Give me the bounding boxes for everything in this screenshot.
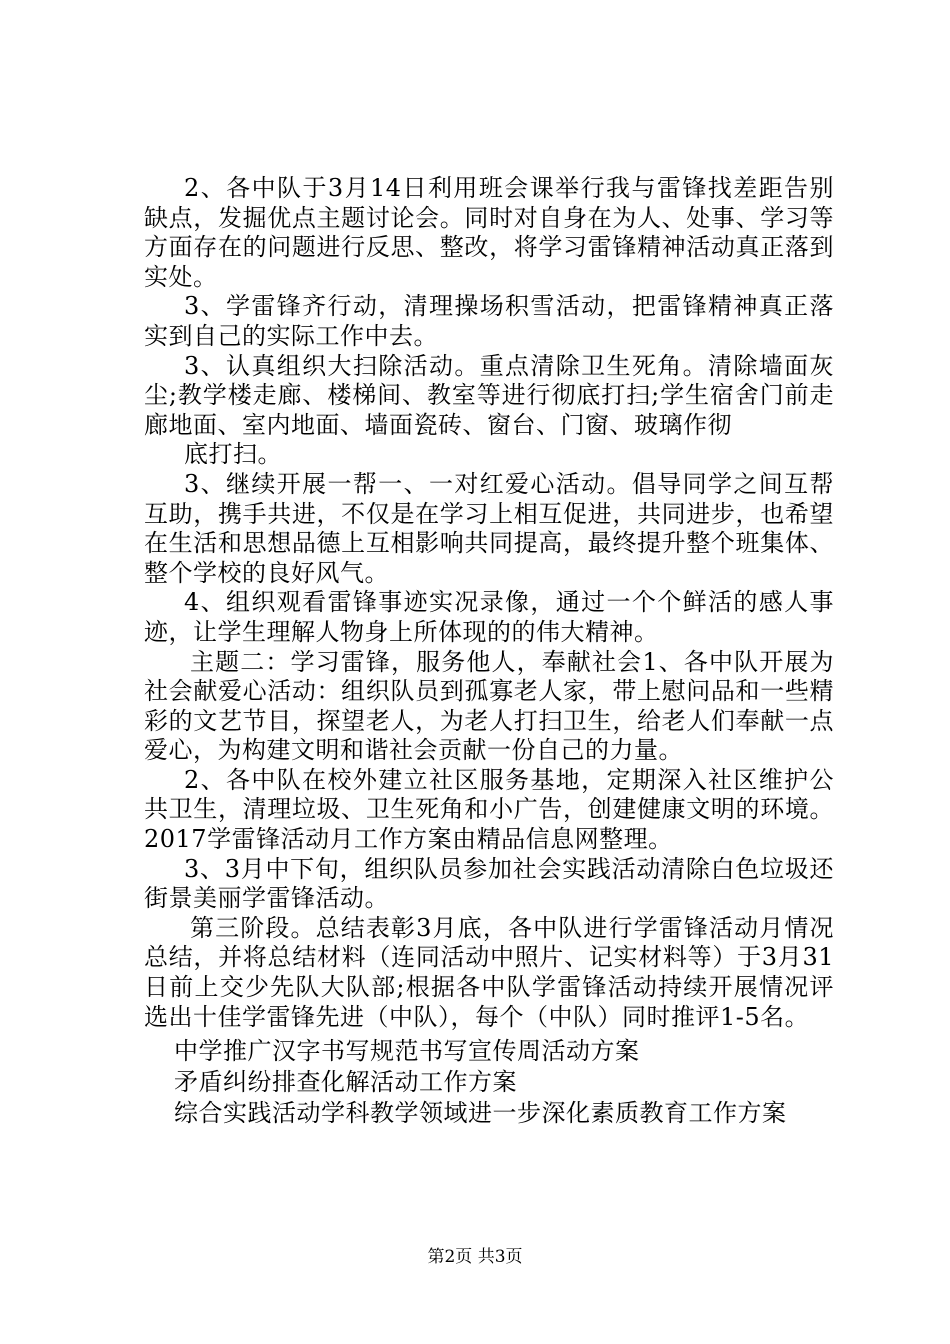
paragraph-cleaning-continued: 底打扫。 — [184, 440, 282, 469]
related-link-dispute-resolution[interactable]: 矛盾纠纷排查化解活动工作方案 — [174, 1068, 517, 1097]
paragraph-mutual-help: 3、继续开展一帮一、一对红爱心活动。倡导同学之间互帮互助，携手共进，不仅是在学习上相互促进，共同进步，也希望在生活和思想品德上互相影响共同提高，最终提升整个班集体、整个学校的良好风气。 — [144, 469, 834, 587]
related-link-handwriting[interactable]: 中学推广汉字书写规范书写宣传周活动方案 — [174, 1037, 640, 1066]
paragraph-stage-three: 第三阶段。总结表彰3月底，各中队进行学雷锋活动月情况总结，并将总结材料（连同活动中照片、记实材料等）于3月31日前上交少先队大队部;根据各中队学雷锋活动持续开展情况评选出十佳学雷锋先进（中队），每个（中队）同时推评1-5名。 — [144, 913, 834, 1031]
document-body — [144, 174, 834, 1129]
paragraph-theme-two: 主题二：学习雷锋，服务他人，奉献社会1、各中队开展为社会献爱心活动：组织队员到孤寡老人家，带上慰问品和一些精彩的文艺节目，探望老人，为老人打扫卫生，给老人们奉献一点爱心，为构建文明和谐社会贡献一份自己的力量。 — [144, 647, 834, 765]
paragraph-snow-clearing: 3、学雷锋齐行动，清理操场积雪活动，把雷锋精神真正落实到自己的实际工作中去。 — [144, 292, 834, 350]
paragraph-cleaning: 3、认真组织大扫除活动。重点清除卫生死角。清除墙面灰尘;教学楼走廊、楼梯间、教室等进行彻底打扫;学生宿舍门前走廊地面、室内地面、墙面瓷砖、窗台、门窗、玻璃作彻 — [144, 351, 834, 439]
paragraph-social-practice: 3、3月中下旬，组织队员参加社会实践活动清除白色垃圾还街景美丽学雷锋活动。 — [144, 854, 834, 913]
page-footer — [0, 1247, 950, 1267]
related-link-practice-education[interactable]: 综合实践活动学科教学领域进一步深化素质教育工作方案 — [174, 1099, 787, 1128]
paragraph-community-service: 2、各中队在校外建立社区服务基地，定期深入社区维护公共卫生，清理垃圾、卫生死角和小广告，创建健康文明的环境。2017学雷锋活动月工作方案由精品信息网整理。 — [144, 765, 834, 854]
related-links-list — [144, 1036, 834, 1129]
page-number-label: 第2页 共3页 — [427, 1247, 523, 1267]
paragraph-video-viewing: 4、组织观看雷锋事迹实况录像，通过一个个鲜活的感人事迹，让学生理解人物身上所体现的的伟大精神。 — [144, 588, 834, 646]
paragraph-class-meeting: 2、各中队于3月14日利用班会课举行我与雷锋找差距告别缺点，发掘优点主题讨论会。同时对自身在为人、处事、学习等方面存在的问题进行反思、整改，将学习雷锋精神活动真正落到实处。 — [144, 174, 834, 291]
